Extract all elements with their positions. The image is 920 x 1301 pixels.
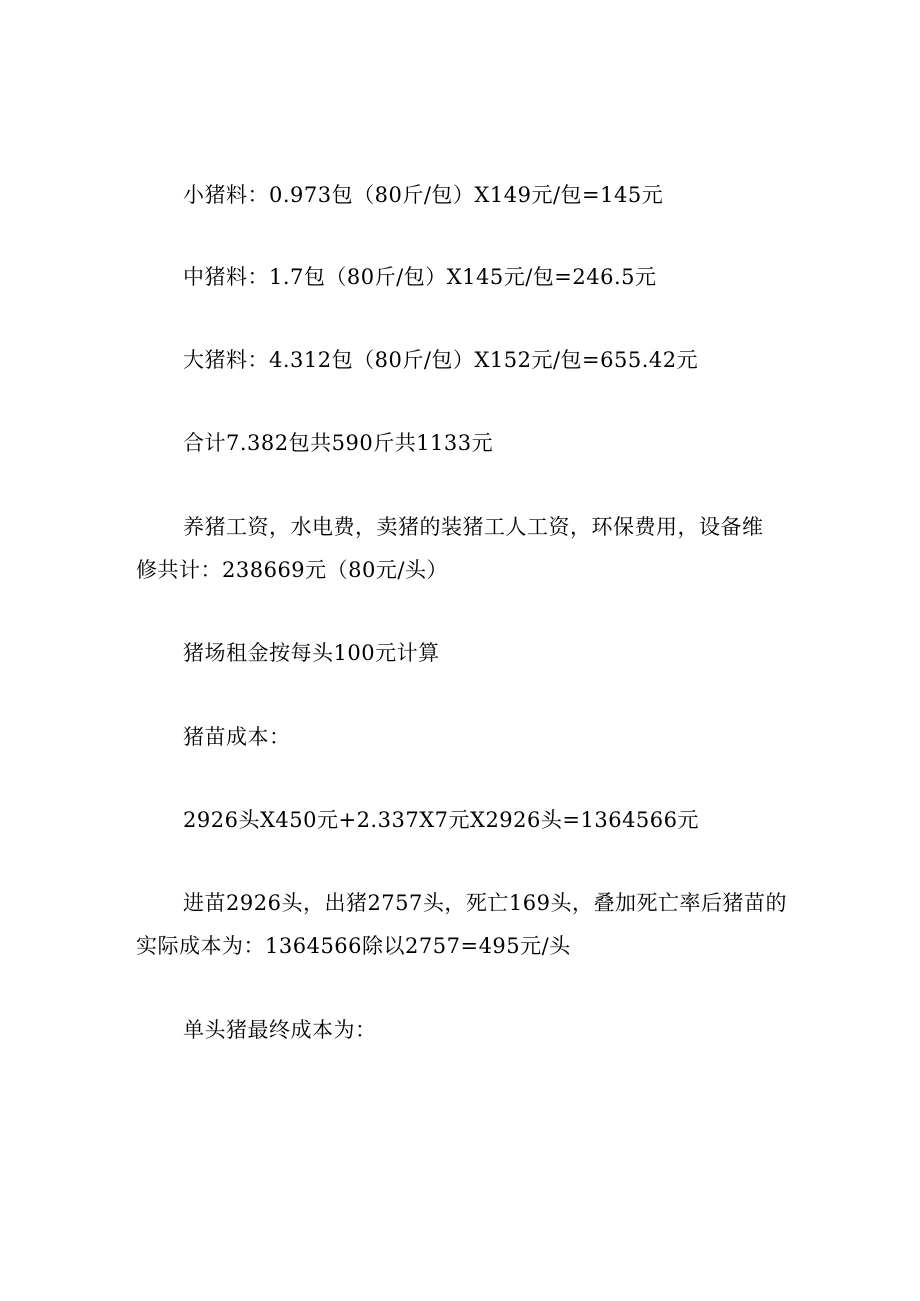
paragraph-feed-total: 合计7.382包共590斤共1133元: [183, 431, 494, 455]
paragraph-small-pig-feed: 小猪料：0.973包（80斤/包）X149元/包=145元: [183, 183, 664, 207]
paragraph-mortality-line1: 进苗2926头，出猪2757头，死亡169头，叠加死亡率后猪苗的: [183, 891, 787, 915]
paragraph-labor-costs-line2: 修共计：238669元（80元/头）: [136, 558, 448, 582]
paragraph-piglet-cost-heading: 猪苗成本：: [183, 725, 291, 749]
paragraph-medium-pig-feed: 中猪料：1.7包（80斤/包）X145元/包=246.5元: [183, 265, 657, 289]
paragraph-large-pig-feed: 大猪料：4.312包（80斤/包）X152元/包=655.42元: [183, 348, 699, 372]
paragraph-mortality-line2: 实际成本为：1364566除以2757=495元/头: [136, 934, 571, 958]
paragraph-labor-costs-line1: 养猪工资，水电费，卖猪的装猪工人工资，环保费用，设备维: [183, 515, 764, 539]
paragraph-farm-rent: 猪场租金按每头100元计算: [183, 641, 440, 665]
paragraph-piglet-cost-formula: 2926头X450元+2.337X7元X2926头=1364566元: [183, 808, 700, 832]
paragraph-final-cost-heading: 单头猪最终成本为：: [183, 1018, 377, 1042]
